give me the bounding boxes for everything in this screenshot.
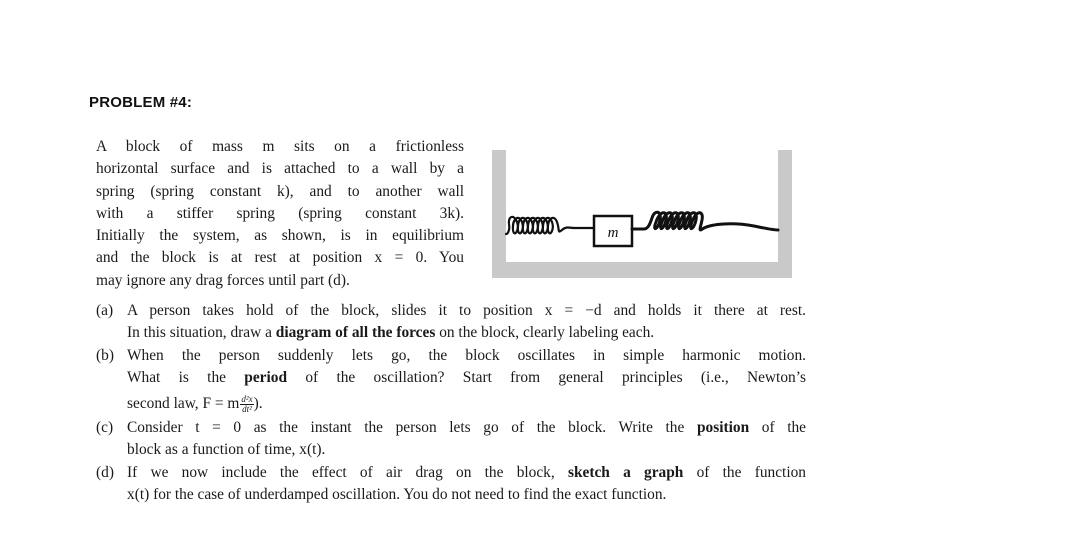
spring-block-diagram: [492, 150, 804, 278]
problem-parts: [96, 300, 806, 506]
part-c-line: Consider t = 0 as the instant the person lets go of the block. Write the position of the: [127, 419, 806, 437]
emphasis: sketch a graph: [567, 463, 684, 481]
part-d: [96, 462, 806, 507]
emphasis: diagram of all the forces: [275, 324, 436, 342]
part-b-line: When the person suddenly lets go, the block oscillates in simple harmonic motion.: [127, 346, 806, 364]
part-a-line: A person takes hold of the block, slides it to position x = −d and holds it there at rest.: [127, 302, 806, 319]
left-spring-k: [506, 217, 574, 234]
emphasis: period: [244, 368, 288, 386]
intro-line: with a stiffer spring (spring constant 3k).: [96, 204, 464, 222]
problem-heading: PROBLEM #4:: [89, 94, 193, 111]
problem-intro: [96, 136, 464, 292]
left-wall: [492, 150, 506, 278]
part-c-label: (c): [96, 419, 114, 437]
part-d-line: If we now include the effect of air drag on the block, sketch a graph of the function: [127, 463, 806, 481]
intro-line: and the block is at rest at position x = 0. You: [96, 249, 464, 267]
part-c-line: block as a function of time, x(t).: [127, 441, 326, 459]
second-derivative-fraction: $\frac{\text{d²x}}{\text{dt²}}$: [241, 394, 253, 415]
part-b-line: second law, F = m $\frac{\text{d²x}}{\text{dt²}}$ ).: [127, 394, 263, 415]
part-c: [96, 417, 806, 462]
part-b-line: What is the period of the oscillation? Start from general principles (i.e., Newton’s: [127, 368, 806, 386]
part-b-label: (b): [96, 346, 114, 364]
part-a-label: (a): [96, 302, 114, 319]
part-d-line: x(t) for the case of underdamped oscillation. You do not need to find the exact function.: [127, 486, 667, 504]
intro-line: spring (spring constant k), and to another wall: [96, 182, 464, 200]
right-wall: [778, 150, 792, 278]
right-spring-3k: [632, 212, 778, 230]
part-a: [96, 300, 806, 345]
part-a-line: In this situation, draw a diagram of all the forces on the block, clearly labeling each.: [127, 324, 655, 342]
part-b: [96, 345, 806, 418]
intro-line: Initially the system, as shown, is in equilibrium: [96, 227, 464, 245]
intro-line: may ignore any drag forces until part (d).: [96, 271, 350, 289]
floor: [492, 262, 792, 278]
emphasis: position: [696, 419, 750, 437]
mass-label: m: [607, 225, 619, 241]
part-d-label: (d): [96, 463, 114, 481]
intro-line: horizontal surface and is attached to a wall by a: [96, 160, 464, 178]
intro-line: A block of mass m sits on a frictionless: [96, 138, 464, 155]
